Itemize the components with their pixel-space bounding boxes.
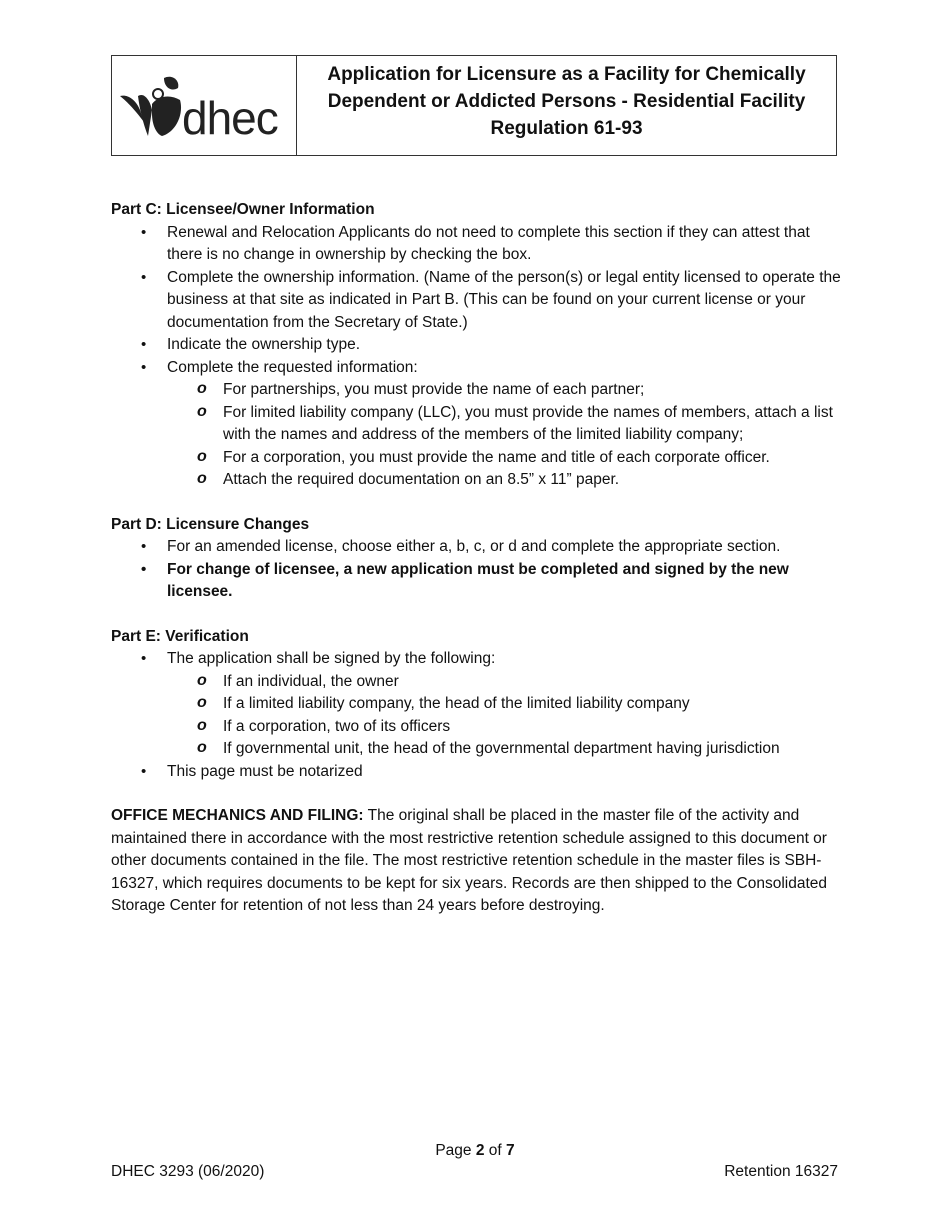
part-d-bullets — [111, 536, 841, 604]
sub-list-item: o For limited liability company (LLC), you must provide the names of members, attach a list with the names and address of the members of the limited liability company; — [167, 402, 841, 447]
dhec-logo — [118, 74, 294, 144]
sub-list-item: o If a limited liability company, the head of the limited liability company — [167, 693, 841, 716]
office-mechanics-text: The original shall be placed in the master file of the activity and maintained there in accordance with the most restrictive retention schedule assigned to this document or other documents contained in the file. The most restrictive retention schedule in the master files is SBH-16327, which requires documents to be kept for six years. Records are then shipped to the Consolidated Storage Center for retention of not less than 24 years before destroying. — [111, 807, 827, 914]
office-mechanics-label: OFFICE MECHANICS AND FILING: — [111, 807, 364, 824]
retention-label: Retention 16327 — [724, 1163, 838, 1180]
sub-list-item: o If governmental unit, the head of the governmental department having jurisdiction — [167, 738, 841, 761]
logo-text: dhec — [182, 92, 278, 144]
logo-cell — [112, 56, 297, 155]
list-item-text: The application shall be signed by the following: — [167, 650, 496, 667]
instructions-content — [111, 199, 841, 933]
part-e-section — [111, 626, 841, 784]
sub-list-item: o If an individual, the owner — [167, 671, 841, 694]
list-item — [111, 648, 841, 761]
part-e-bullets — [111, 648, 841, 783]
title-line-3: Regulation 61-93 — [490, 118, 643, 139]
list-item-bold: • For change of licensee, a new application must be completed and signed by the new licensee. — [111, 559, 841, 604]
part-c-title: Part C: Licensee/Owner Information — [111, 201, 375, 218]
part-c-section — [111, 199, 841, 492]
sub-list-item: o For partnerships, you must provide the name of each partner; — [167, 379, 841, 402]
office-mechanics-paragraph — [111, 805, 841, 918]
page-number — [0, 1142, 950, 1160]
page-current: 2 — [475, 1142, 485, 1159]
sub-list-item: o For a corporation, you must provide the name and title of each corporate officer. — [167, 447, 841, 470]
list-item: • Indicate the ownership type. — [111, 334, 841, 357]
list-item — [111, 357, 841, 492]
form-title — [297, 56, 836, 155]
title-line-1: Application for Licensure as a Facility for Chemically — [327, 64, 806, 85]
part-d-section — [111, 514, 841, 604]
list-item: • For an amended license, choose either a, b, c, or d and complete the appropriate section. — [111, 536, 841, 559]
form-id: DHEC 3293 (06/2020) — [111, 1163, 265, 1180]
part-c-bullets — [111, 222, 841, 492]
header-box — [111, 55, 837, 156]
part-e-title: Part E: Verification — [111, 627, 249, 645]
page-total: 7 — [506, 1142, 515, 1159]
part-c-sub-bullets — [167, 379, 841, 492]
list-item-text: Complete the requested information: — [167, 358, 418, 376]
part-d-title: Part D: Licensure Changes — [111, 515, 310, 533]
list-item: • Renewal and Relocation Applicants do not need to complete this section if they can attest that there is no change in ownership by checking the box. — [111, 222, 841, 267]
page-of: of — [488, 1142, 502, 1159]
sub-list-item: o If a corporation, two of its officers — [167, 716, 841, 739]
title-line-2: Dependent or Addicted Persons - Residential Facility — [327, 91, 806, 112]
part-e-sub-bullets — [167, 671, 841, 761]
sub-list-item: o Attach the required documentation on an 8.5” x 11” paper. — [167, 469, 841, 492]
page-word: Page — [435, 1142, 472, 1159]
list-item: • This page must be notarized — [111, 761, 841, 784]
list-item: • Complete the ownership information. (Name of the person(s) or legal entity licensed to operate the business at that site as indicated in Part B. (This can be found on your current license or your documentation from the Secretary of State.) — [111, 267, 841, 335]
